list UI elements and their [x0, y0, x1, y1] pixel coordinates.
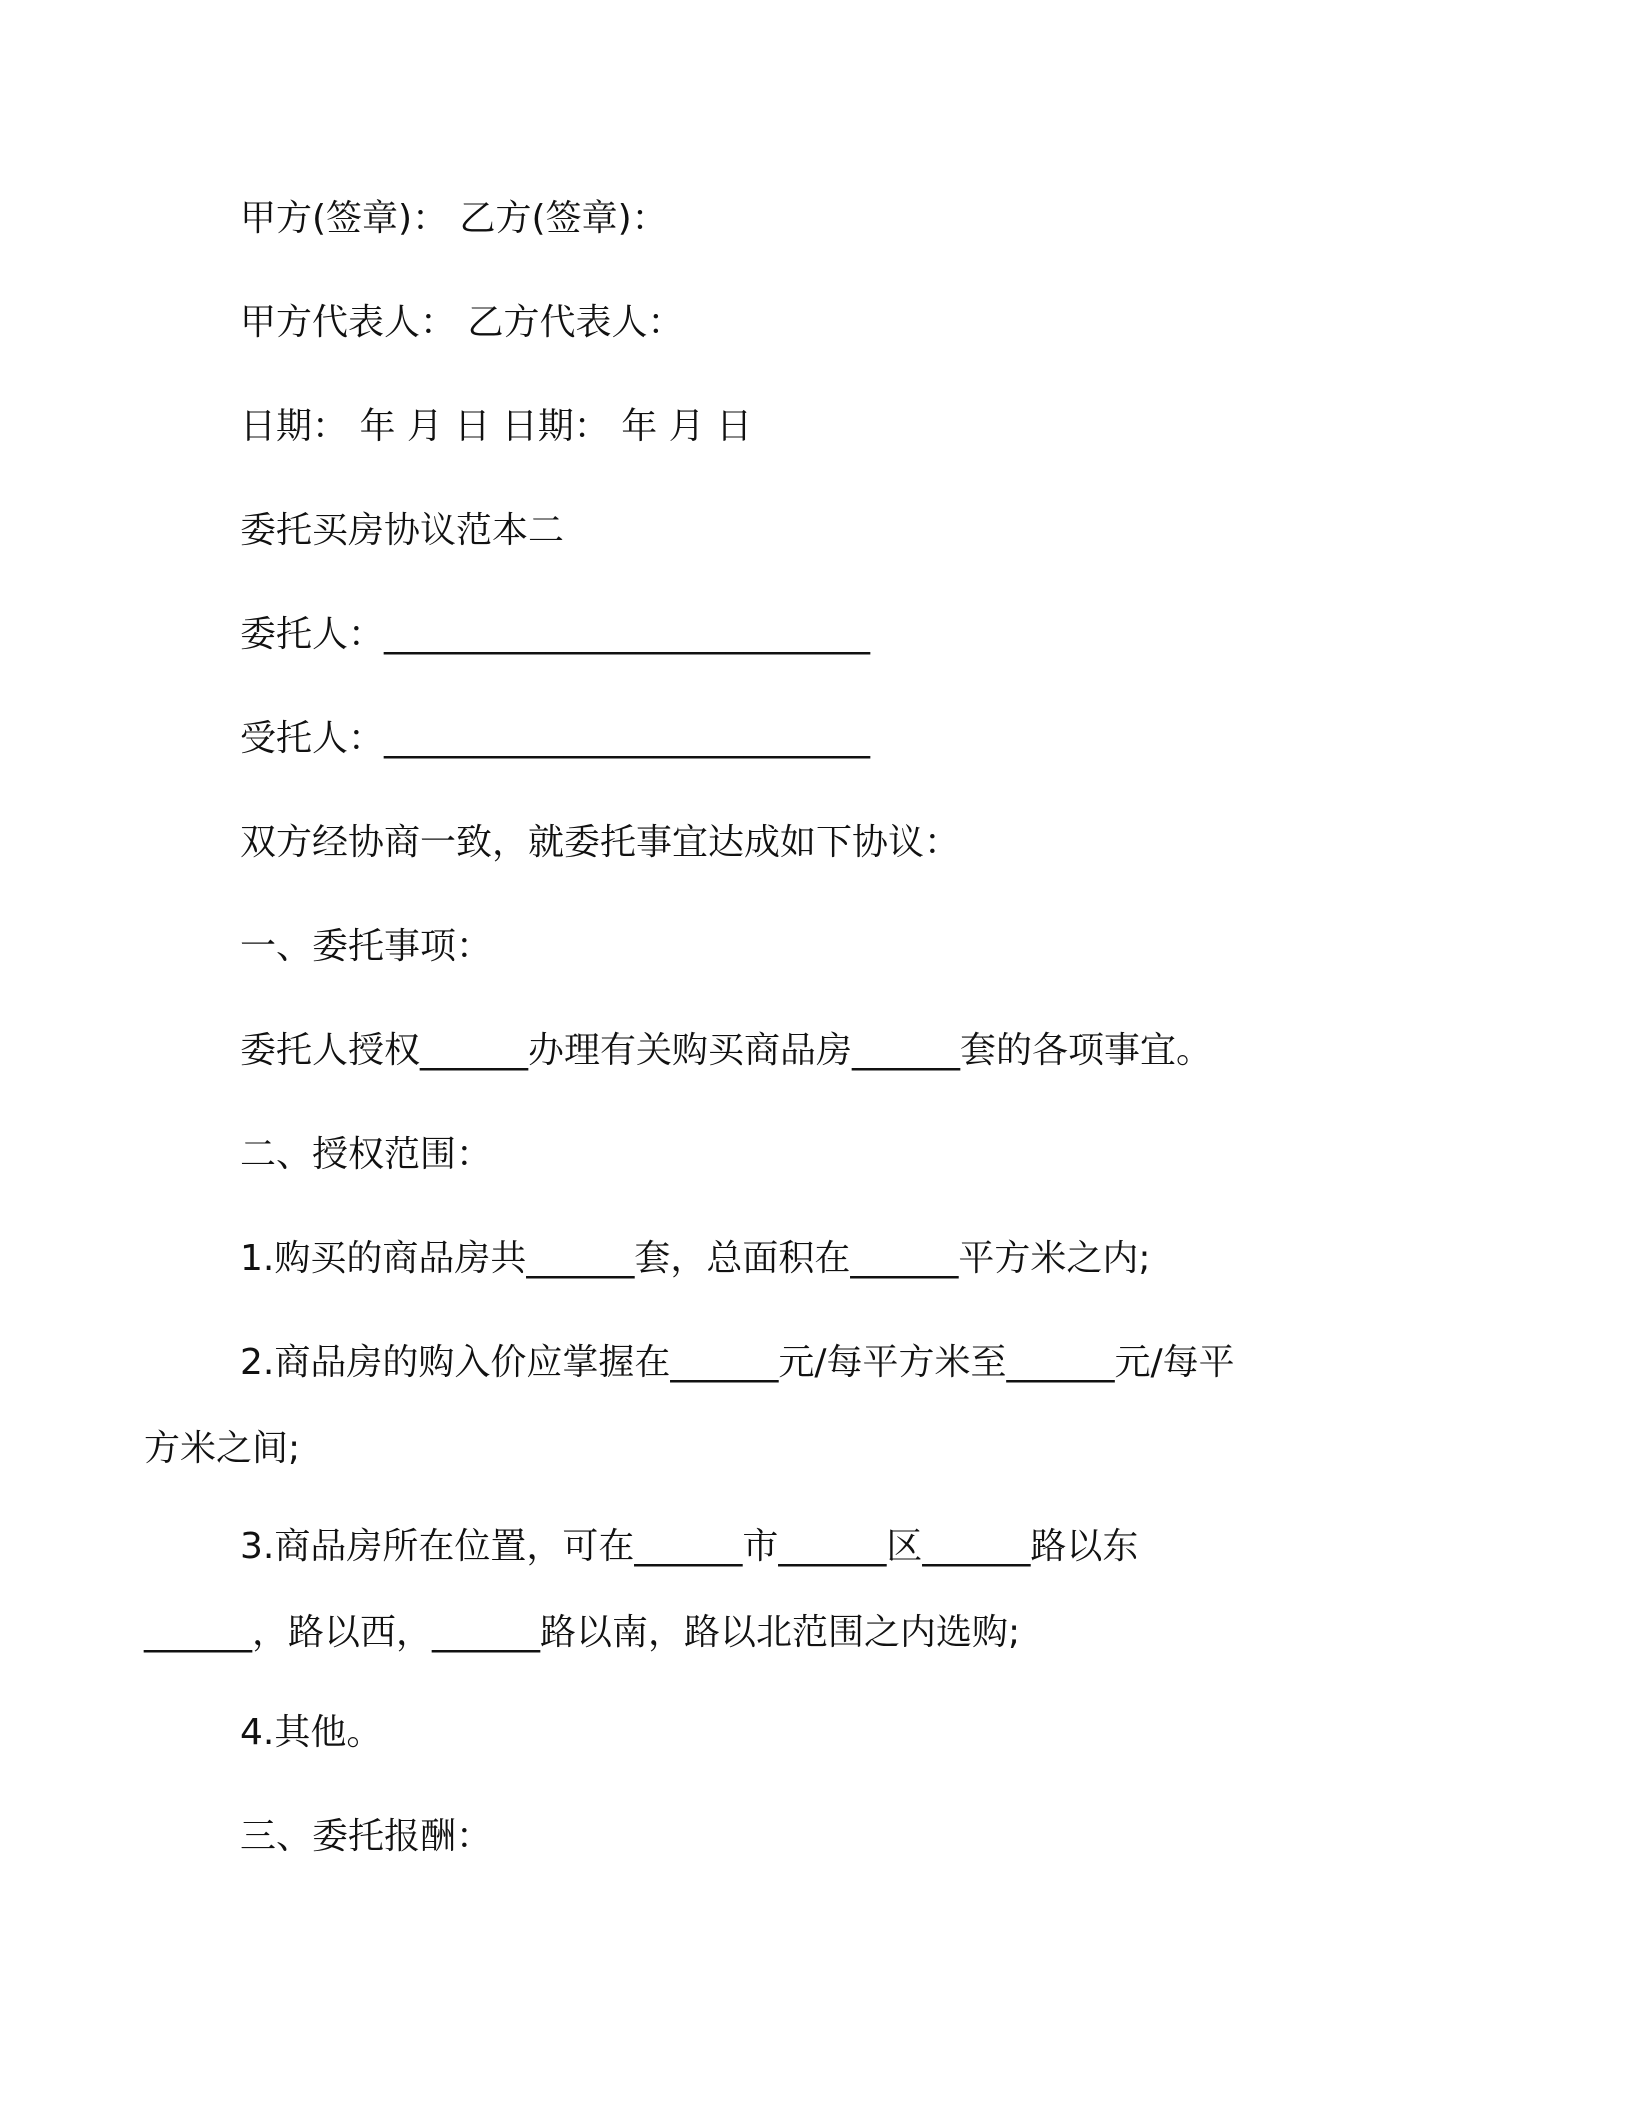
entrusted-matters-body: 委托人授权______办理有关购买商品房______套的各项事宜。 [240, 1030, 1213, 1071]
party-signature-line: 甲方(签章)： 乙方(签章)： [240, 198, 668, 239]
scope-item-2: 2.商品房的购入价应掌握在______元/每平方米至______元/每平方米之间; [144, 1342, 1235, 1469]
scope-item-1: 1.购买的商品房共______套，总面积在______平方米之内; [240, 1238, 1151, 1279]
representative-line: 甲方代表人： 乙方代表人： [240, 302, 684, 343]
scope-item-3: 3.商品房所在位置，可在______市______区______路以东______，路以西，______路以南，路以北范围之内选购; [144, 1526, 1139, 1653]
date-line: 日期： 年 月 日 日期： 年 月 日 [240, 406, 753, 447]
principal-line: 委托人：___________________________ [240, 614, 871, 655]
heading-authorization-scope: 二、授权范围： [240, 1134, 493, 1175]
agent-line: 受托人：___________________________ [240, 718, 871, 759]
heading-entrusted-matters: 一、委托事项： [240, 926, 493, 967]
section-title: 委托买房协议范本二 [240, 510, 565, 551]
scope-item-4: 4.其他。 [240, 1712, 383, 1753]
agreement-intro: 双方经协商一致，就委托事宜达成如下协议： [240, 822, 961, 863]
heading-remuneration: 三、委托报酬： [240, 1816, 493, 1857]
